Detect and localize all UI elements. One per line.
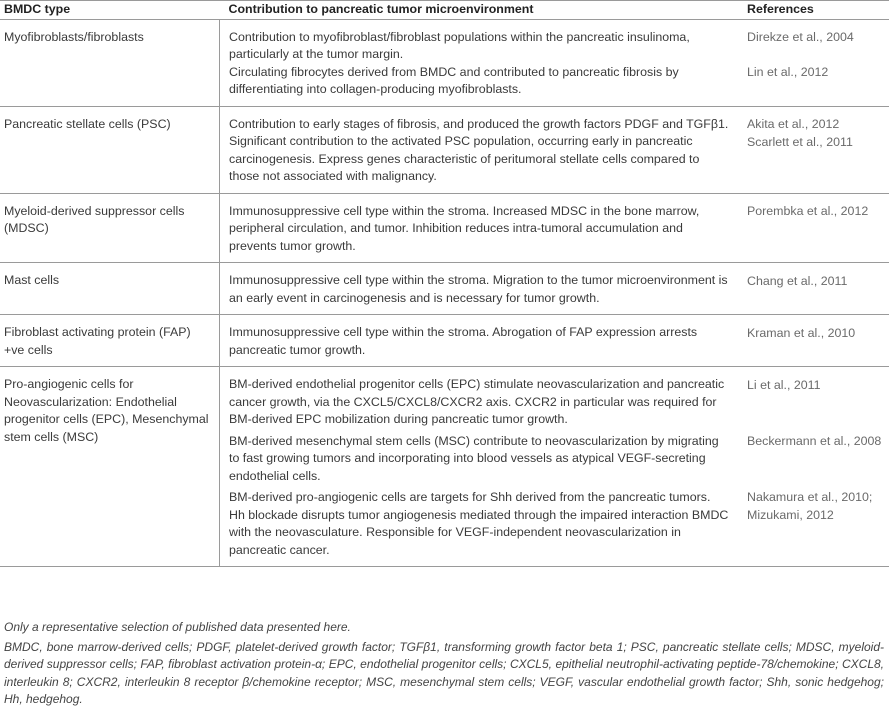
contribution-cell: [220, 19, 744, 106]
references-cell: [743, 19, 889, 106]
contribution-entry: Circulating fibrocytes derived from BMDC and contributed to pancreatic fibrosis by differentiating into collagen-producing myofibroblasts.: [229, 64, 679, 96]
header-bmdc-type: BMDC type: [0, 1, 220, 20]
contribution-entry: Immunosuppressive cell type within the stroma. Migration to the tumor microenvironment is an early event in carcinogenesis and is necessary for tumor growth.: [229, 273, 728, 305]
bmdc-type-cell: Myeloid-derived suppressor cells (MDSC): [0, 193, 220, 263]
reference-entry: Beckermann et al., 2008: [747, 433, 882, 448]
contribution-cell: [220, 367, 744, 567]
bmdc-type-cell: Mast cells: [0, 263, 220, 315]
bmdc-type-cell: Fibroblast activating protein (FAP) +ve cells: [0, 315, 220, 367]
header-row: [0, 1, 889, 20]
table-row: [0, 263, 889, 315]
reference-entry: Porembka et al., 2012: [747, 204, 869, 218]
table-row: [0, 315, 889, 367]
reference-entry: Li et al., 2011: [747, 377, 821, 392]
table-row: [0, 367, 889, 567]
reference-entry: Lin et al., 2012: [747, 64, 829, 79]
contribution-cell: [220, 106, 744, 193]
table-row: [0, 193, 889, 263]
contribution-entry: Immunosuppressive cell type within the stroma. Increased MDSC in the bone marrow, peripheral circulation, and tumor. Inhibition reduces intra-tumoral accumulation and prevents tumor growth.: [229, 203, 700, 253]
references-cell: [743, 263, 889, 315]
contribution-entry: BM-derived pro-angiogenic cells are targets for Shh derived from the pancreatic tumors. Hh blockade disrupts tumor angiogenesis mediated through the impaired interaction BMDC with the neovasculature. Responsible for VEGF-independent neovascularization in pancreatic cancer.: [229, 490, 729, 557]
contribution-entry: Significant contribution to the activated PSC population, occurring early in pancreatic carcinogenesis. Express genes characteristic of peritumoral stellate cells compared to those not associated with malignancy.: [229, 134, 700, 183]
contribution-cell: [220, 193, 744, 263]
reference-entry: Kraman et al., 2010: [747, 325, 856, 340]
contribution-entry: BM-derived mesenchymal stem cells (MSC) contribute to neovascularization by migrating to fast growing tumors and incorporating into blood vessels as atypical VEGF-secreting endothelial cells.: [229, 433, 719, 483]
contribution-entry: BM-derived endothelial progenitor cells (EPC) stimulate neovascularization and pancreatic cancer growth, via the CXCL5/CXCL8/CXCR2 axis. CXCR2 in particular was required for BM-derived EPC mobilization during pancreatic tumor growth.: [229, 377, 725, 426]
footnote-note: Only a representative selection of published data presented here.: [4, 620, 351, 634]
reference-entry: Nakamura et al., 2010; Mizukami, 2012: [747, 490, 873, 522]
references-cell: [743, 315, 889, 367]
contribution-entry: Contribution to early stages of fibrosis, and produced the growth factors PDGF and TGFβ1.: [229, 116, 729, 131]
table-row: [0, 19, 889, 106]
footnote-abbreviations: BMDC, bone marrow-derived cells; PDGF, platelet-derived growth factor; TGFβ1, transforming growth factor beta 1; PSC, pancreatic stellate cells; MDSC, myeloid-derived suppressor cells; FAP, fibroblast activation protein-α; EPC, endothelial progenitor cells; CXCL5, epithelial neutrophil-activating peptide-78/chemokine; CXCL8, interleukin 8; CXCR2, interleukin 8 receptor β/chemokine receptor; MSC, mesenchymal stem cells; VEGF, vascular endothelial growth factor; Shh, sonic hedgehog; Hh, hedgehog.: [4, 639, 884, 707]
table-footnotes: [4, 619, 884, 709]
header-contribution: Contribution to pancreatic tumor microenvironment: [220, 1, 744, 20]
references-cell: [743, 367, 889, 567]
reference-entry: Direkze et al., 2004: [747, 30, 854, 44]
bmdc-type-cell: Pancreatic stellate cells (PSC): [0, 106, 220, 193]
header-references: References: [743, 1, 889, 20]
contribution-entry: Immunosuppressive cell type within the stroma. Abrogation of FAP expression arrests pancreatic tumor growth.: [229, 325, 698, 357]
table-row: [0, 106, 889, 193]
bmdc-type-cell: Pro-angiogenic cells for Neovascularization: Endothelial progenitor cells (EPC), Mesenchymal stem cells (MSC): [0, 367, 220, 567]
reference-entry: Akita et al., 2012: [747, 117, 840, 131]
reference-entry: Scarlett et al., 2011: [747, 134, 853, 149]
contribution-cell: [220, 263, 744, 315]
bmdc-type-cell: Myofibroblasts/fibroblasts: [0, 19, 220, 106]
reference-entry: Chang et al., 2011: [747, 273, 848, 288]
contribution-entry: Contribution to myofibroblast/fibroblast populations within the pancreatic insulinoma, particularly at the tumor margin.: [229, 29, 690, 61]
references-cell: [743, 106, 889, 193]
contribution-cell: [220, 315, 744, 367]
references-cell: [743, 193, 889, 263]
table-body: [0, 19, 889, 567]
